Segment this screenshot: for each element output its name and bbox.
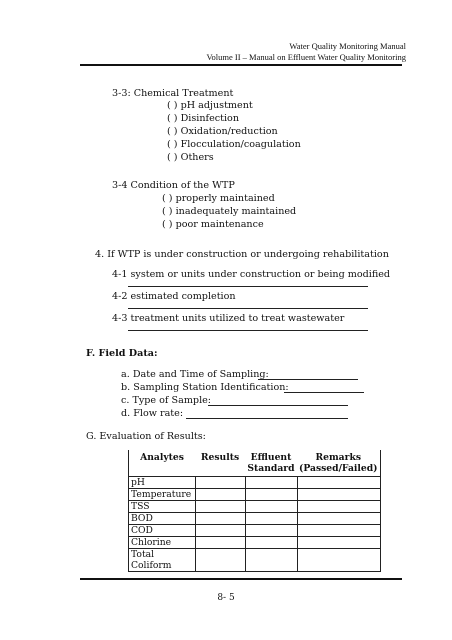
analyte-temperature: Temperature	[129, 489, 196, 501]
result-cell[interactable]	[195, 477, 245, 489]
standard-cell[interactable]	[245, 525, 297, 537]
header-title: Water Quality Monitoring Manual	[289, 41, 406, 51]
checkbox-ph-adjustment[interactable]: ( ) pH adjustment	[167, 100, 253, 111]
standard-cell[interactable]	[245, 549, 297, 572]
answer-line-4-1[interactable]	[128, 286, 368, 287]
field-flow-rate-label: d. Flow rate:	[121, 408, 184, 419]
field-flow-rate-line[interactable]	[186, 418, 348, 419]
analyte-total-coliform: Total Coliform	[129, 549, 196, 572]
checkbox-others[interactable]: ( ) Others	[167, 152, 214, 163]
standard-cell[interactable]	[245, 477, 297, 489]
checkbox-poor-maintenance[interactable]: ( ) poor maintenance	[162, 219, 264, 230]
field-station-label: b. Sampling Station Identification:	[121, 382, 289, 393]
item-4-3: 4-3 treatment units utilized to treat wastewater	[112, 313, 345, 324]
col-analytes: Analytes	[129, 450, 196, 477]
checkbox-flocculation[interactable]: ( ) Flocculation/coagulation	[167, 139, 301, 150]
result-cell[interactable]	[195, 549, 245, 572]
field-date-time-line[interactable]	[258, 379, 358, 380]
analyte-chlorine: Chlorine	[129, 537, 196, 549]
standard-cell[interactable]	[245, 537, 297, 549]
result-cell[interactable]	[195, 513, 245, 525]
field-sample-type-line[interactable]	[208, 405, 348, 406]
analyte-tss: TSS	[129, 501, 196, 513]
page-number: 8- 5	[217, 593, 235, 603]
remarks-cell[interactable]	[297, 477, 380, 489]
analyte-bod: BOD	[129, 513, 196, 525]
remarks-cell[interactable]	[297, 501, 380, 513]
result-cell[interactable]	[195, 501, 245, 513]
answer-line-4-3[interactable]	[128, 330, 368, 331]
remarks-cell[interactable]	[297, 549, 380, 572]
item-4-2: 4-2 estimated completion	[112, 291, 236, 302]
field-date-time-label: a. Date and Time of Sampling:	[121, 369, 269, 380]
analyte-cod: COD	[129, 525, 196, 537]
checkbox-inadequately-maintained[interactable]: ( ) inadequately maintained	[162, 206, 297, 217]
col-effluent-standard: Effluent Standard	[245, 450, 297, 477]
item-4-1: 4-1 system or units under construction or being modified	[112, 269, 391, 280]
result-cell[interactable]	[195, 525, 245, 537]
results-table	[128, 450, 381, 572]
section-f-title: F. Field Data:	[86, 348, 158, 359]
checkbox-properly-maintained[interactable]: ( ) properly maintained	[162, 193, 275, 204]
table-row	[129, 477, 381, 489]
footer-rule	[80, 578, 402, 580]
field-station-line[interactable]	[284, 392, 364, 393]
result-cell[interactable]	[195, 537, 245, 549]
table-row	[129, 537, 381, 549]
table-row	[129, 549, 381, 572]
col-remarks: Remarks (Passed/Failed)	[297, 450, 380, 477]
section-3-4-title: 3-4 Condition of the WTP	[112, 180, 235, 191]
table-row	[129, 525, 381, 537]
remarks-cell[interactable]	[297, 537, 380, 549]
remarks-cell[interactable]	[297, 489, 380, 501]
header-subtitle: Volume II – Manual on Effluent Water Quality Monitoring	[206, 52, 406, 62]
section-g-title: G. Evaluation of Results:	[86, 431, 206, 442]
analyte-ph: pH	[129, 477, 196, 489]
section-3-3-title: 3-3: Chemical Treatment	[112, 88, 234, 99]
standard-cell[interactable]	[245, 513, 297, 525]
section-4-title: 4. If WTP is under construction or undergoing rehabilitation	[95, 249, 389, 260]
remarks-cell[interactable]	[297, 513, 380, 525]
table-row	[129, 501, 381, 513]
answer-line-4-2[interactable]	[128, 308, 368, 309]
header-rule	[80, 64, 402, 66]
table-row	[129, 489, 381, 501]
field-sample-type-label: c. Type of Sample:	[121, 395, 212, 406]
table-row	[129, 513, 381, 525]
col-results: Results	[195, 450, 245, 477]
standard-cell[interactable]	[245, 501, 297, 513]
checkbox-disinfection[interactable]: ( ) Disinfection	[167, 113, 239, 124]
checkbox-oxidation[interactable]: ( ) Oxidation/reduction	[167, 126, 278, 137]
standard-cell[interactable]	[245, 489, 297, 501]
remarks-cell[interactable]	[297, 525, 380, 537]
result-cell[interactable]	[195, 489, 245, 501]
